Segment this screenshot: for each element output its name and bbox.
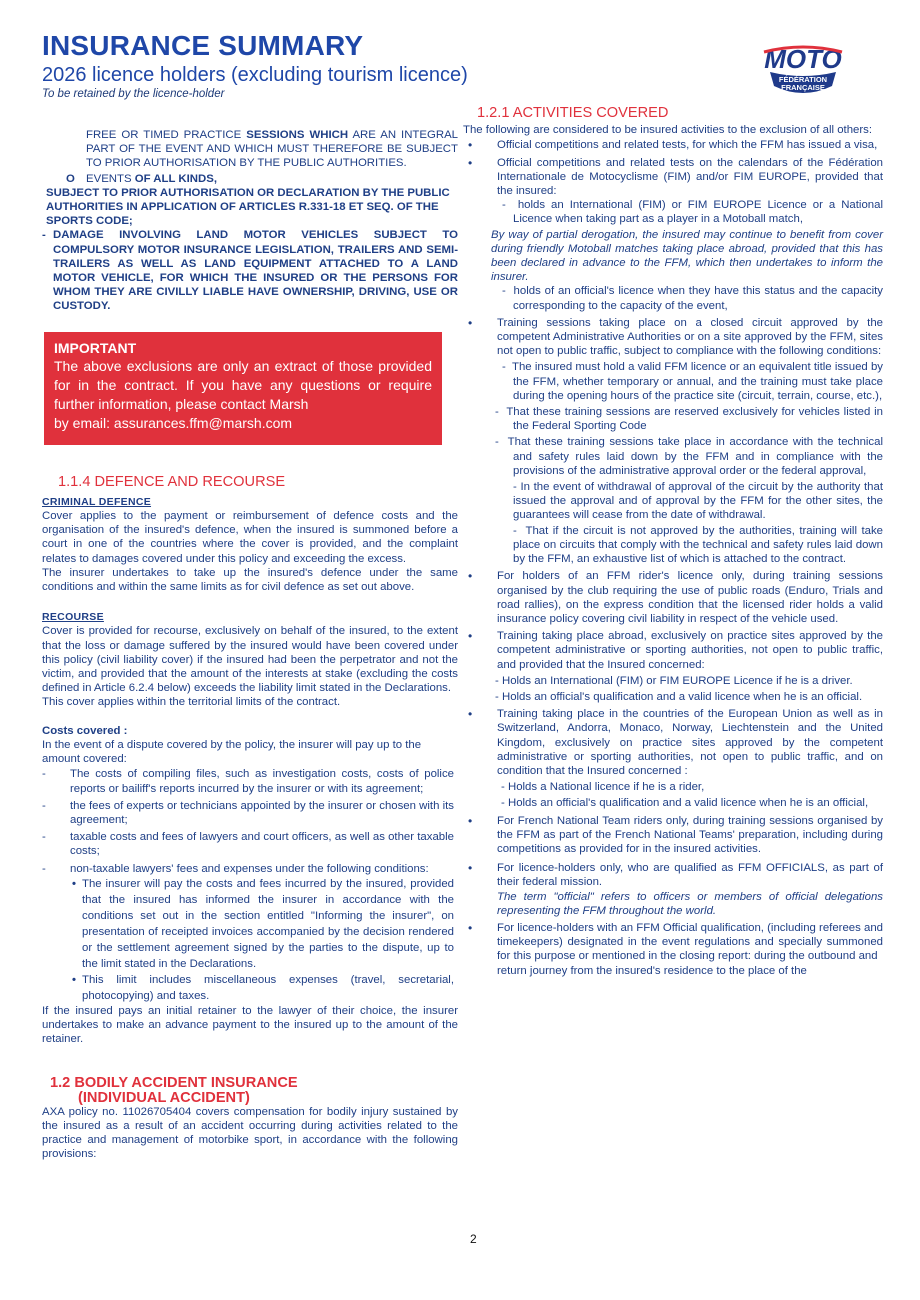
official-definition-note: The term "official" refers to officers or members of official delegations representing the FFM throughout the world.: [497, 890, 883, 917]
activity-subitem: - holds an International (FIM) or FIM EUROPE Licence or a National Licence when taking part as a player in a Motoball match,: [502, 199, 883, 226]
recourse-heading: RECOURSE: [42, 611, 104, 624]
right-column: [463, 106, 883, 978]
logo-sub1: FÉDÉRATION: [778, 75, 828, 84]
activity-item: • For French National Team riders only, during training sessions organised by the FFM as part of the French National Teams' preparation, including during competitions as provided for in the insured activities.: [468, 813, 883, 855]
page-number: 2: [470, 1232, 477, 1246]
activity-item-continuation: return journey from the insured's residence to the place of the: [497, 964, 807, 977]
activity-item: • Training taking place in the countries of the European Union as well as in Switzerland, Andorra, Monaco, Norway, Liechtenstein and the United Kingdom, exclusively on practice sites approved by the competent administrative or sporting authorities, not open to public traffic, and on condition that the Insured concerned :: [468, 707, 883, 777]
criminal-defence-text: Cover applies to the payment or reimbursement of defence costs and the organisation of the insured's defence, when the insured is summoned before a court in one of the countries where the cover is provided, and the complaint relates to damages covered under this policy and exceeding the excess.: [42, 510, 458, 565]
activity-item: • Official competitions and related tests, for which the FFM has issued a visa,: [468, 138, 878, 153]
important-title: IMPORTANT: [54, 339, 137, 356]
logo-sub2: FRANÇAISE: [781, 83, 825, 92]
criminal-defence-heading: CRIMINAL DEFENCE: [42, 495, 152, 508]
activity-item: • Training taking place abroad, exclusively on practice sites approved by the competent administrative or sporting authorities, not open to public traffic, and provided that the Insured concerned:: [468, 629, 883, 671]
activity-subitem: - That these training sessions take place in accordance with the technical and safety rules laid down by the FFM and in compliance with the provisions of the administrative approval order or the federal approval,: [495, 436, 883, 477]
section-1-2-subtitle: (INDIVIDUAL ACCIDENT): [78, 1089, 250, 1106]
activity-subitem: - Holds an official's qualification and a valid licence when he is an official.: [495, 690, 863, 703]
important-box: [44, 332, 442, 445]
costs-covered-heading: Costs covered :: [42, 724, 128, 737]
costs-item: - the fees of experts or technicians appointed by the insurer or chosen with its agreement;: [42, 799, 454, 827]
costs-item: - taxable costs and fees of lawyers and court officers, as well as other taxable costs;: [42, 830, 454, 858]
ffm-moto-logo: [758, 40, 848, 106]
activity-item: • Official competitions and related tests on the calendars of the Fédération Internationale de Motocyclisme (FIM) and/or FIM EUROPE, provided that the insured:: [468, 155, 883, 198]
costs-bullet: • This limit includes miscellaneous expenses (travel, secretarial, photocopying) and taxes.: [72, 973, 454, 1002]
activities-intro: The following are considered to be insured activities to the exclusion of all others:: [463, 124, 873, 137]
criminal-defence-text-2: The insurer undertakes to take up the insured's defence under the same conditions and within the same limits as for civil defence as set out above.: [42, 566, 458, 594]
important-email: by email: assurances.ffm@marsh.com: [54, 414, 293, 431]
left-column: [42, 128, 458, 1162]
costs-item: - The costs of compiling files, such as investigation costs, costs of police reports or bailiff's reports incurred by the insurer or with its agreement;: [42, 767, 454, 795]
activity-subitem: - That if the circuit is not approved by the authorities, training will take place on circuits that comply with the technical and safety rules laid down by the FFM, an exhaustive list of which is attached to the contract.: [513, 524, 883, 566]
retain-note: To be retained by the licence-holder: [42, 88, 225, 100]
costs-list: [42, 767, 458, 1003]
recourse-text-2: This cover applies within the territorial limits of the contract.: [42, 696, 341, 709]
activity-item: • For licence-holders with an FFM Official qualification, (including referees and timekeepers) designated in the event regulations and specially summoned for this purpose or mentioned in the closing report: during the outbound and: [468, 920, 883, 963]
subject-authorisation-text: SUBJECT TO PRIOR AUTHORISATION OR DECLARATION BY THE PUBLIC AUTHORITIES IN APPLICATION OF ARTICLES R.331-18 ET SEQ. OF THE SPORTS CODE;: [46, 186, 450, 228]
important-text: The above exclusions are only an extract of those provided for in the contract. If you have any questions or require further information, please contact Marsh: [54, 357, 432, 412]
activity-subitem: - In the event of withdrawal of approval of the circuit by the authority that issued the approval and of approval by the FFM for the other sites, the guarantees will cease from the date of withdrawal.: [513, 481, 883, 522]
costs-intro: In the event of a dispute covered by the policy, the insurer will pay up to the amount covered:: [42, 738, 422, 766]
activity-subitem: - Holds an International (FIM) or FIM EUROPE Licence if he is a driver.: [495, 674, 853, 687]
activity-subitem: - holds of an official's licence when they have this status and the capacity corresponding to the capacity of the event,: [502, 285, 883, 312]
activity-subitem: - Holds an official's qualification and a valid licence when he is an official,: [501, 797, 869, 810]
section-1-2-1-title: 1.2.1 ACTIVITIES COVERED: [477, 105, 669, 121]
activity-item: • For holders of an FFM rider's licence only, during training sessions organised by the club requiring the use of public roads (Enduro, Trials and road rallies), on the express condition that the licensed rider holds a valid insurance policy covering civil liability in respect of the vehicle used.: [468, 569, 883, 625]
practice-sessions-paragraph: FREE OR TIMED PRACTICE SESSIONS WHICH ARE AN INTEGRAL PART OF THE EVENT AND WHICH MUST THEREFORE BE SUBJECT TO PRIOR AUTHORISATION BY THE PUBLIC AUTHORITIES.: [86, 129, 458, 170]
events-item: O EVENTS OF ALL KINDS,: [66, 172, 218, 185]
page-title: INSURANCE SUMMARY: [42, 30, 364, 61]
activity-subitem: - Holds a National licence if he is a rider,: [501, 781, 705, 794]
activity-subitem: - The insured must hold a valid FFM licence or an equivalent title issued by the FFM, whether temporary or annual, and the training must take place during the opening hours of the practice site (circuit, terrain, course, etc.),: [502, 361, 883, 402]
damage-exclusion-text: - DAMAGE INVOLVING LAND MOTOR VEHICLES SUBJECT TO COMPULSORY MOTOR INSURANCE LEGISLATION, TRAILERS AND SEMI-TRAILERS AS WELL AS LAND EQUIPMENT ATTACHED TO A LAND MOTOR VEHICLE, FOR WHICH THE INSURED OR THE PERSONS FOR WHOM THEY ARE CIVILLY LIABLE HAVE OWNERSHIP, DRIVING, USE OR CUSTODY.: [42, 228, 458, 313]
costs-bullet: • The insurer will pay the costs and fees incurred by the insured, provided that the insured has informed the insurer in accordance with the conditions set out in the section entitled "Informing the insurer", on presentation of receipted invoices accompanied by the decision rendered or the settlement agreement signed by the parties to the dispute, up to the limit stated in the Declarations.: [72, 877, 454, 970]
section-1-2-text: AXA policy no. 11026705404 covers compensation for bodily injury sustained by the insured as a result of an accident occurring during activities related to the practice and management of motorbike sport, in accordance with the following provisions:: [42, 1105, 458, 1161]
recourse-text: Cover is provided for recourse, exclusively on behalf of the insured, to the extent that the loss or damage suffered by the insured would have been covered under this policy (civil liability cover) if the insured had been the perpetrator and not the victim, and provided that the amount of the interests at stake (excluding the costs defined in Article 6.2.4 below) exceeds the liability limit stated in the Declarations.: [42, 625, 458, 695]
section-1-2-title: 1.2 BODILY ACCIDENT INSURANCE: [50, 1075, 298, 1092]
section-1-1-4-title: 1.1.4 DEFENCE AND RECOURSE: [58, 473, 286, 490]
costs-item: - non-taxable lawyers' fees and expenses under the following conditions:: [42, 862, 454, 876]
page-subtitle: 2026 licence holders (excluding tourism licence): [42, 64, 468, 86]
activity-item: • For licence-holders only, who are qualified as FFM OFFICIALS, as part of their federal mission.: [468, 861, 883, 889]
retainer-text: If the insured pays an initial retainer to the lawyer of their choice, the insurer undertakes to make an advance payment to the insured up to the amount of the retainer.: [42, 1004, 458, 1046]
logo-text: MOTO: [764, 44, 842, 74]
activity-subitem: - That these training sessions are reserved exclusively for vehicles listed in the Federal Sporting Code: [495, 406, 883, 433]
motoball-derogation-note: By way of partial derogation, the insured may continue to benefit from cover during friendly Motoball matches taking place abroad, provided that this has been declared in advance to the FFM, which then undertakes to inform the insurer.: [491, 228, 883, 284]
activity-item: • Training sessions taking place on a closed circuit approved by the competent Administrative Authorities or on a site approved by the FFM, sites not open to public traffic, subject to compliance with the following conditions:: [468, 315, 883, 358]
